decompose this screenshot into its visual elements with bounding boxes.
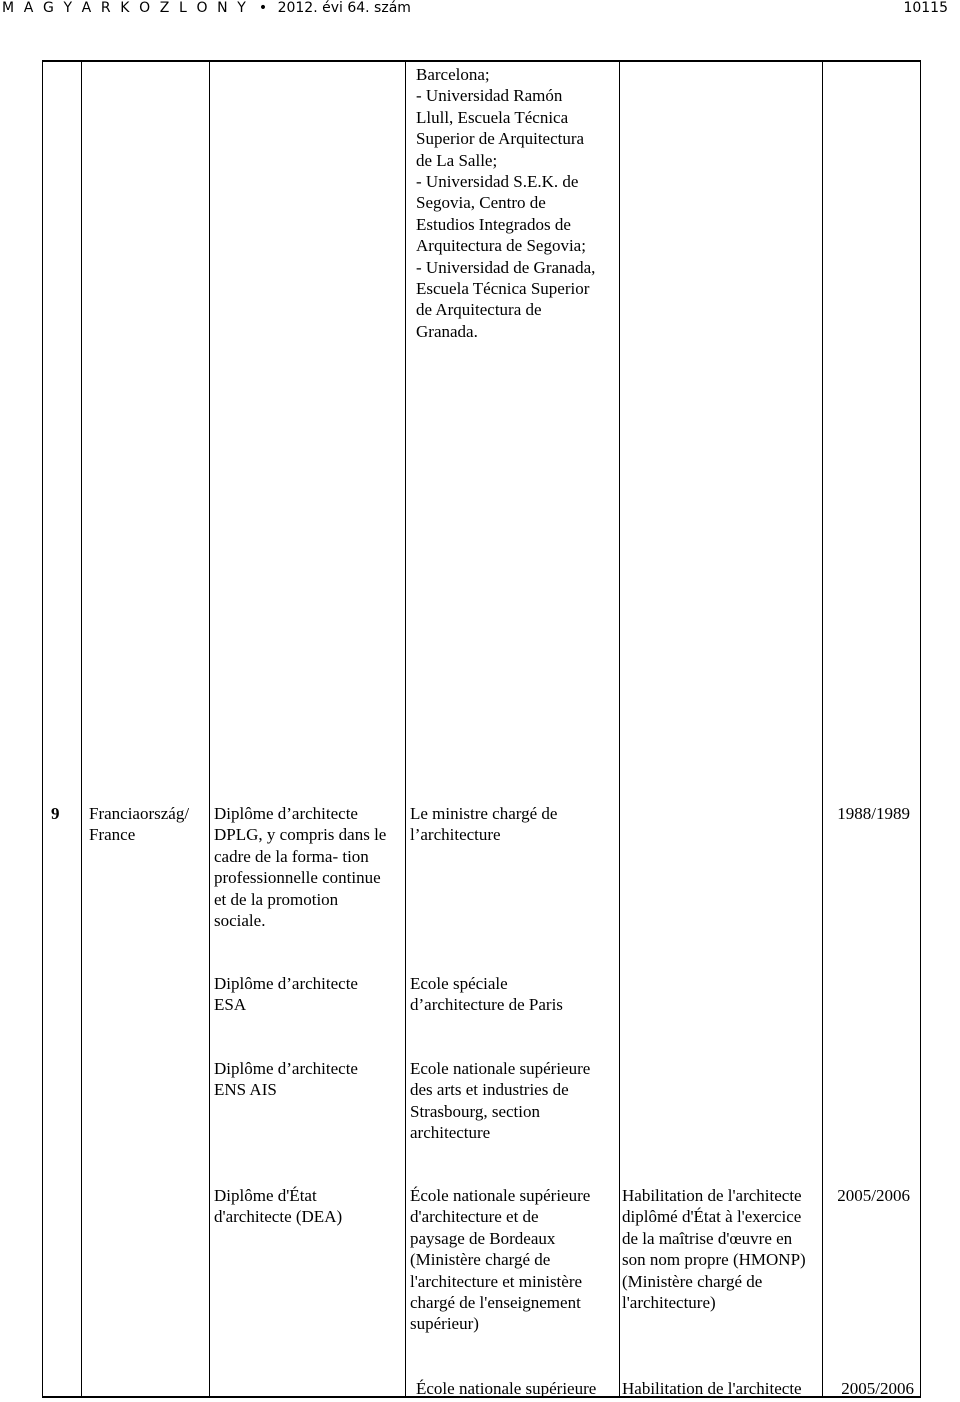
table-right-border bbox=[920, 60, 921, 1398]
table-top-border bbox=[42, 60, 921, 62]
column-divider-5 bbox=[822, 60, 823, 1398]
year-cell-5: 2005/2006 bbox=[841, 1379, 914, 1398]
table-left-border bbox=[42, 60, 43, 1398]
column-divider-4 bbox=[619, 60, 620, 1398]
certificate-cell-5: Habilitation de l'architecte bbox=[622, 1379, 802, 1398]
page-number: 10115 bbox=[903, 0, 948, 16]
column-divider-1 bbox=[81, 60, 82, 1398]
awarding-body-cell-4: École nationale supérieure d'architecture et de paysage de Bordeaux (Ministère chargé de l'architecture et ministère chargé de l'enseignement supérieur) bbox=[410, 1186, 591, 1334]
row-number: 9 bbox=[51, 804, 60, 823]
diploma-cell-2: Diplôme d’architecte ESA bbox=[214, 974, 358, 1015]
spain-institutions-cell: Barcelona; - Universidad Ramón Llull, Escuela Técnica Superior de Arquitectura de La Salle; - Universidad S.E.K. de Segovia, Centro de Estudios Integrados de Arquitectura de Segovia; - Universidad de Granada, Escuela Técnica Superior de Arquitectura de Granada. bbox=[416, 65, 596, 341]
issue-label: 2012. évi 64. szám bbox=[277, 0, 411, 16]
awarding-body-cell-5: École nationale supérieure bbox=[416, 1379, 597, 1398]
column-divider-3 bbox=[405, 60, 406, 1398]
awarding-body-cell-2: Ecole spéciale d’architecture de Paris bbox=[410, 974, 563, 1015]
diploma-cell-3: Diplôme d’architecte ENS AIS bbox=[214, 1059, 358, 1100]
bullet-separator: • bbox=[258, 0, 268, 16]
year-cell-4: 2005/2006 bbox=[837, 1186, 910, 1205]
year-cell-1: 1988/1989 bbox=[837, 804, 910, 823]
journal-title: M A G Y A R K Ö Z L Ö N Y bbox=[2, 0, 249, 16]
column-divider-2 bbox=[209, 60, 210, 1398]
running-header bbox=[2, 0, 411, 16]
awarding-body-cell-3: Ecole nationale supérieure des arts et industries de Strasbourg, section architecture bbox=[410, 1059, 591, 1143]
country-cell: Franciaország/ France bbox=[89, 804, 190, 845]
certificate-cell-4: Habilitation de l'architecte diplômé d'État à l'exercice de la maîtrise d'œuvre en son nom propre (HMONP) (Ministère chargé de l'architecture) bbox=[622, 1186, 806, 1313]
awarding-body-cell-1: Le ministre chargé de l’architecture bbox=[410, 804, 558, 845]
diploma-cell-1: Diplôme d’architecte DPLG, y compris dans le cadre de la forma- tion professionnelle continue et de la promotion sociale. bbox=[214, 804, 387, 931]
diploma-cell-4: Diplôme d'État d'architecte (DEA) bbox=[214, 1186, 343, 1227]
